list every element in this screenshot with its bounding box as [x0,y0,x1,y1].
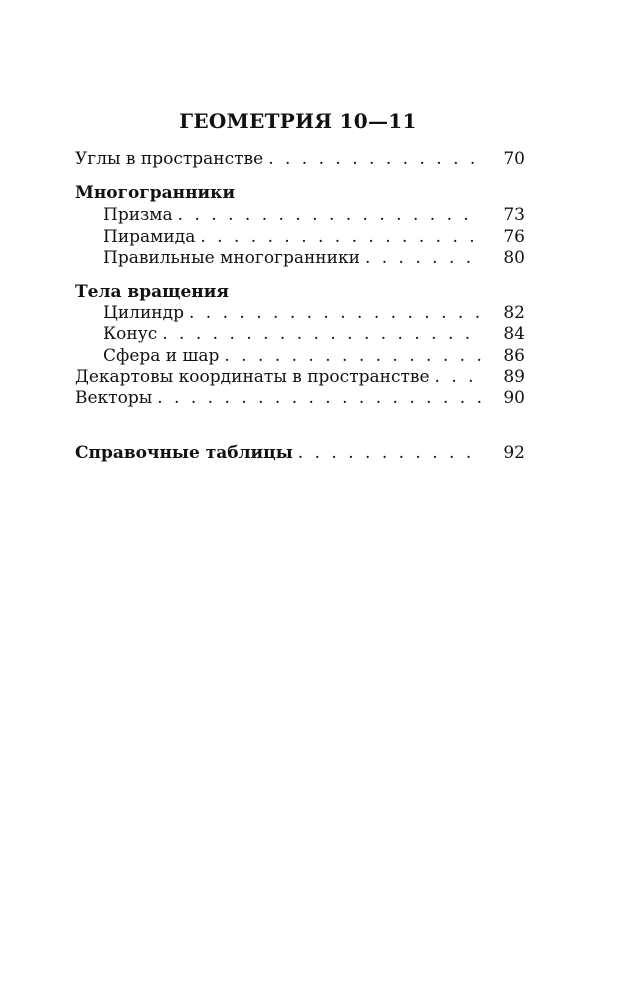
toc-entry-prism[interactable] [103,204,525,226]
toc-entry-regular-polyhedra[interactable] [103,247,525,269]
toc-entry-page: 84 [503,324,525,344]
toc-entry-page: 89 [503,367,525,387]
toc-entry-label: Призма [103,205,173,225]
toc-entry-page: 70 [503,149,525,169]
toc-entry-page: 76 [503,227,525,247]
toc-leader-dots [162,323,481,345]
toc-leader-dots [435,366,481,388]
toc-leader-dots [224,345,481,367]
toc-entry-angles[interactable] [75,148,525,170]
toc-entry-label: Справочные таблицы [75,443,293,463]
toc-entry-sphere[interactable] [103,345,525,367]
toc-entry-page: 80 [503,248,525,268]
section-heading-solids-of-revolution: Тела вращения [75,282,229,302]
toc-entry-label: Цилиндр [103,303,184,323]
toc-entry-cylinder[interactable] [103,302,525,324]
toc-leader-dots [365,247,481,269]
toc-leader-dots [157,387,481,409]
toc-entry-label: Векторы [75,388,153,408]
toc-entry-label: Правильные многогранники [103,248,360,268]
toc-entry-reference-tables[interactable] [75,442,525,464]
toc-entry-label: Конус [103,324,158,344]
toc-leader-dots [298,442,481,464]
toc-leader-dots [200,226,481,248]
toc-leader-dots [268,148,481,170]
toc-entry-label: Углы в пространстве [75,149,264,169]
section-heading-polyhedra: Многогранники [75,183,236,203]
toc-entry-page: 90 [503,388,525,408]
toc-entry-cartesian-coordinates[interactable] [75,366,525,388]
toc-entry-cone[interactable] [103,323,525,345]
toc-entry-label: Декартовы координаты в пространстве [75,367,430,387]
page-title: ГЕОМЕТРИЯ 10—11 [179,109,417,133]
toc-entry-page: 92 [503,443,525,463]
toc-entry-label: Пирамида [103,227,196,247]
toc-entry-page: 86 [503,346,525,366]
toc-entry-page: 82 [503,303,525,323]
toc-leader-dots [189,302,481,324]
toc-leader-dots [178,204,481,226]
toc-entry-page: 73 [503,205,525,225]
toc-entry-pyramid[interactable] [103,226,525,248]
toc-entry-label: Сфера и шар [103,346,220,366]
toc-entry-vectors[interactable] [75,387,525,409]
